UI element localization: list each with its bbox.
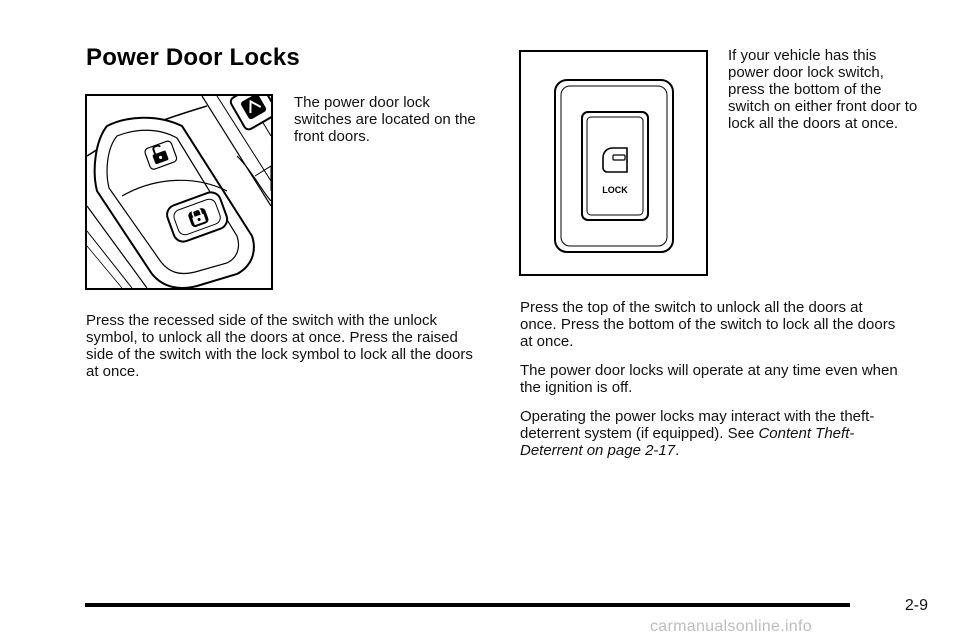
door-switch-drawing	[87, 96, 271, 288]
watermark: carmanualsonline.info	[650, 618, 812, 635]
right-paragraph-2: The power door locks will operate at any time even when the ignition is off.	[520, 362, 898, 396]
lock-switch-panel-illustration	[519, 50, 708, 276]
figure2-caption: If your vehicle has this power door lock switch, press the bottom of the switch on either front door to lock all the doors at once.	[728, 47, 918, 132]
door-lock-icon	[603, 148, 627, 172]
cross-reference-link[interactable]: Content Theft-Deterrent on page 2-17	[520, 425, 855, 459]
footer-rule	[85, 603, 850, 607]
paragraph3-text: Operating the power locks may interact with the theft-deterrent system (if equipped). See	[520, 408, 875, 442]
page-title: Power Door Locks	[86, 44, 300, 71]
door-lock-switch-illustration	[85, 94, 273, 290]
lock-label: LOCK	[602, 185, 628, 195]
paragraph3-end: .	[675, 442, 680, 459]
right-column-text	[520, 299, 900, 471]
right-paragraph-3	[520, 408, 900, 459]
page-number: 2-9	[904, 597, 928, 614]
left-paragraph: Press the recessed side of the switch with the unlock symbol, to unlock all the doors at once. Press the raised side of the switch with the lock symbol to lock all the doors at once.	[86, 312, 473, 380]
figure1-caption: The power door lock switches are located on the front doors.	[294, 94, 476, 145]
right-paragraph-1: Press the top of the switch to unlock all the doors at once. Press the bottom of the switch to lock all the doors at once.	[520, 299, 896, 350]
lock-panel-drawing	[521, 52, 706, 274]
